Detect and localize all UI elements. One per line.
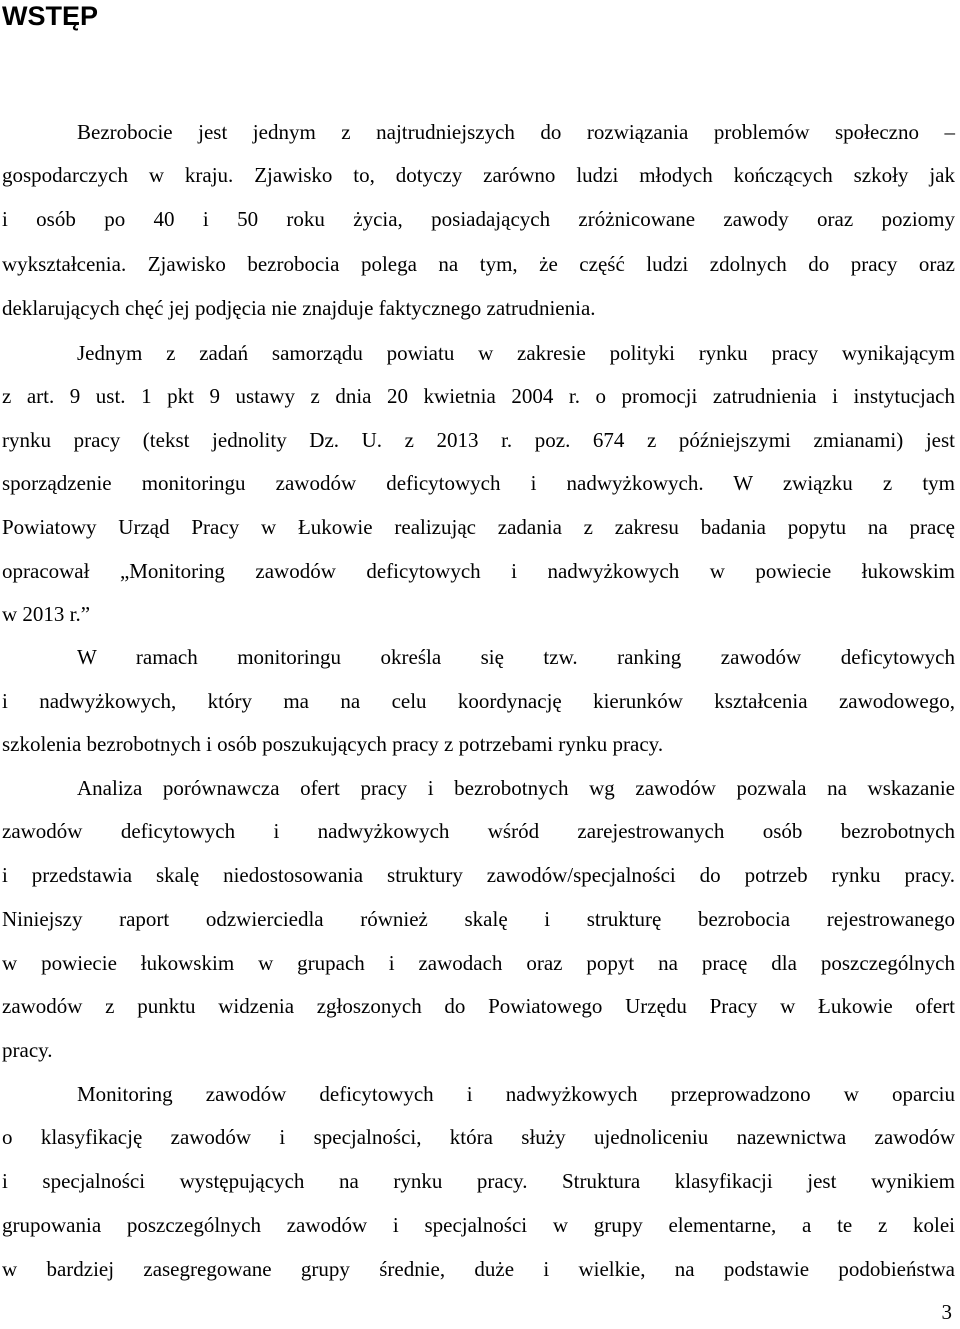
paragraph-line: i przedstawia skalę niedostosowania struktury zawodów/specjalności do potrzeb rynku pracy. bbox=[2, 863, 955, 887]
paragraph-line: sporządzenie monitoringu zawodów deficytowych i nadwyżkowych. W związku z tym bbox=[2, 471, 955, 495]
paragraph-line: grupowania poszczególnych zawodów i specjalności w grupy elementarne, a te z kolei bbox=[2, 1213, 955, 1237]
paragraph-line: Jednym z zadań samorządu powiatu w zakresie polityki rynku pracy wynikającym bbox=[77, 341, 955, 365]
paragraph-line: opracował „Monitoring zawodów deficytowych i nadwyżkowych w powiecie łukowskim bbox=[2, 559, 955, 583]
paragraph-line: zawodów deficytowych i nadwyżkowych wśród zarejestrowanych osób bezrobotnych bbox=[2, 819, 955, 843]
section-heading: WSTĘP bbox=[2, 1, 99, 31]
paragraph-line: o klasyfikację zawodów i specjalności, która służy ujednoliceniu nazewnictwa zawodów bbox=[2, 1125, 955, 1149]
paragraph-line: szkolenia bezrobotnych i osób poszukujących pracy z potrzebami rynku pracy. bbox=[2, 732, 664, 756]
paragraph-line: z art. 9 ust. 1 pkt 9 ustawy z dnia 20 kwietnia 2004 r. o promocji zatrudnienia i instytucjach bbox=[2, 384, 955, 408]
paragraph-line: Monitoring zawodów deficytowych i nadwyżkowych przeprowadzono w oparciu bbox=[77, 1082, 955, 1106]
paragraph-line: w powiecie łukowskim w grupach i zawodach oraz popyt na pracę dla poszczególnych bbox=[2, 951, 955, 975]
page-number: 3 bbox=[941, 1300, 952, 1324]
paragraph-line: wykształcenia. Zjawisko bezrobocia polega na tym, że część ludzi zdolnych do pracy oraz bbox=[2, 252, 955, 276]
paragraph-line: Powiatowy Urząd Pracy w Łukowie realizując zadania z zakresu badania popytu na pracę bbox=[2, 515, 955, 539]
paragraph-line: deklarujących chęć jej podjęcia nie znajduje faktycznego zatrudnienia. bbox=[2, 296, 596, 320]
paragraph-line: w 2013 r.” bbox=[2, 602, 91, 626]
paragraph-line: Analiza porównawcza ofert pracy i bezrobotnych wg zawodów pozwala na wskazanie bbox=[77, 776, 955, 800]
paragraph-line: w bardziej zasegregowane grupy średnie, duże i wielkie, na podstawie podobieństwa bbox=[2, 1257, 955, 1281]
paragraph-line: gospodarczych w kraju. Zjawisko to, dotyczy zarówno ludzi młodych kończących szkoły jak bbox=[2, 163, 955, 187]
paragraph-line: i nadwyżkowych, który ma na celu koordynację kierunków kształcenia zawodowego, bbox=[2, 689, 955, 713]
paragraph-line: i specjalności występujących na rynku pracy. Struktura klasyfikacji jest wynikiem bbox=[2, 1169, 955, 1193]
paragraph-line: zawodów z punktu widzenia zgłoszonych do Powiatowego Urzędu Pracy w Łukowie ofert bbox=[2, 994, 955, 1018]
paragraph-line: Niniejszy raport odzwierciedla również skalę i strukturę bezrobocia rejestrowanego bbox=[2, 907, 955, 931]
paragraph-line: W ramach monitoringu określa się tzw. ranking zawodów deficytowych bbox=[77, 645, 955, 669]
paragraph-line: Bezrobocie jest jednym z najtrudniejszych do rozwiązania problemów społeczno – bbox=[77, 120, 955, 144]
paragraph-line: rynku pracy (tekst jednolity Dz. U. z 2013 r. poz. 674 z późniejszymi zmianami) jest bbox=[2, 428, 955, 452]
paragraph-line: i osób po 40 i 50 roku życia, posiadających zróżnicowane zawody oraz poziomy bbox=[2, 207, 955, 231]
paragraph-line: pracy. bbox=[2, 1038, 53, 1062]
